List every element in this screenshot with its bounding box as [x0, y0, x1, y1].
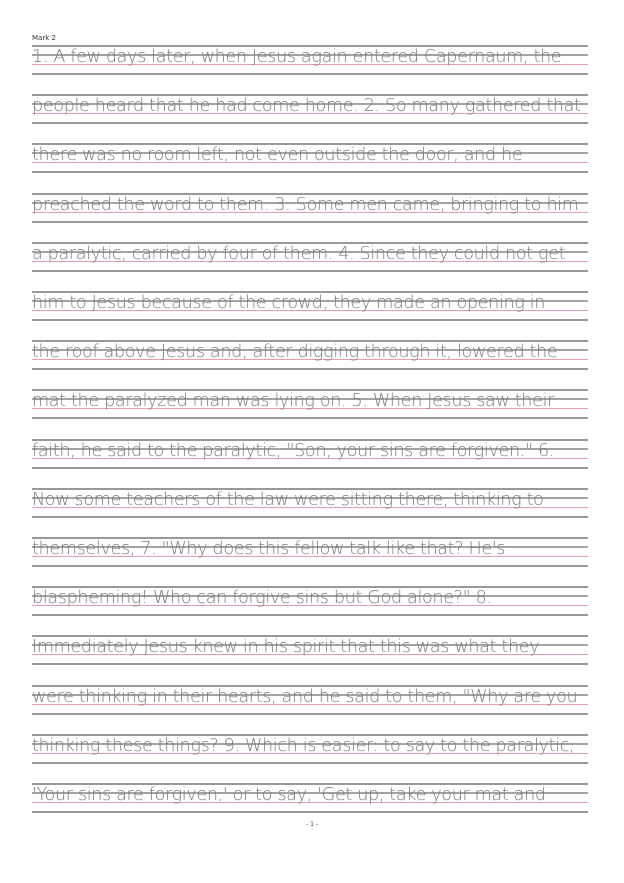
descender-line: [32, 319, 588, 321]
page-title: Mark 2: [32, 34, 56, 42]
descender-line: [32, 614, 588, 616]
descender-line: [32, 713, 588, 715]
descender-line: [32, 467, 588, 469]
practice-row: [32, 488, 588, 518]
practice-row: [32, 291, 588, 321]
descender-line: [32, 565, 588, 567]
row-text: thinking these things? 9. Which is easier: to say to the paralytic,: [32, 735, 575, 756]
practice-row: [32, 635, 588, 665]
practice-row: [32, 193, 588, 223]
row-text: there was no room left, not even outside the door, and he: [32, 145, 523, 166]
descender-line: [32, 811, 588, 813]
practice-row: [32, 45, 588, 75]
practice-row: [32, 537, 588, 567]
descender-line: [32, 762, 588, 764]
practice-row: [32, 94, 588, 124]
practice-row: [32, 143, 588, 173]
descender-line: [32, 270, 588, 272]
practice-row: [32, 340, 588, 370]
row-text: the roof above Jesus and, after digging through it, lowered the: [32, 342, 558, 363]
row-text: people heard that he had come home. 2. So many gathered that: [32, 96, 581, 117]
row-text: Immediately Jesus knew in his spirit that this was what they: [32, 637, 540, 658]
row-text: preached the word to them. 3. Some men came, bringing to him: [32, 194, 579, 215]
row-text: 'Your sins are forgiven,' or to say, 'Get up, take your mat and: [32, 785, 546, 805]
row-text: mat the paralyzed man was lying on. 5. When Jesus saw their: [32, 391, 554, 412]
practice-row: [32, 242, 588, 272]
row-text: faith, he said to the paralytic, "Son, your sins are forgiven." 6.: [32, 440, 555, 461]
practice-row: [32, 586, 588, 616]
descender-line: [32, 221, 588, 223]
row-text: blaspheming! Who can forgive sins but God alone?" 8.: [32, 588, 492, 609]
descender-line: [32, 663, 588, 665]
row-text: Now some teachers of the law were sitting there, thinking to: [32, 489, 544, 510]
descender-line: [32, 368, 588, 370]
descender-line: [32, 516, 588, 518]
page-number: - 1 -: [306, 821, 318, 828]
row-text: him to Jesus because of the crowd, they made an opening in: [32, 293, 546, 313]
practice-row: [32, 734, 588, 764]
descender-line: [32, 171, 588, 173]
descender-line: [32, 417, 588, 419]
practice-row: [32, 685, 588, 715]
practice-row: [32, 389, 588, 419]
descender-line: [32, 122, 588, 124]
row-text: were thinking in their hearts, and he said to them, "Why are you: [32, 686, 578, 707]
descender-line: [32, 73, 588, 75]
row-text: themselves, 7. "Why does this fellow talk like that? He's: [32, 539, 506, 559]
practice-row: [32, 439, 588, 469]
row-text: a paralytic, carried by four of them. 4. Since they could not get: [32, 243, 566, 264]
practice-row: [32, 783, 588, 813]
row-text: 1. A few days later, when Jesus again entered Capernaum, the: [32, 47, 562, 67]
